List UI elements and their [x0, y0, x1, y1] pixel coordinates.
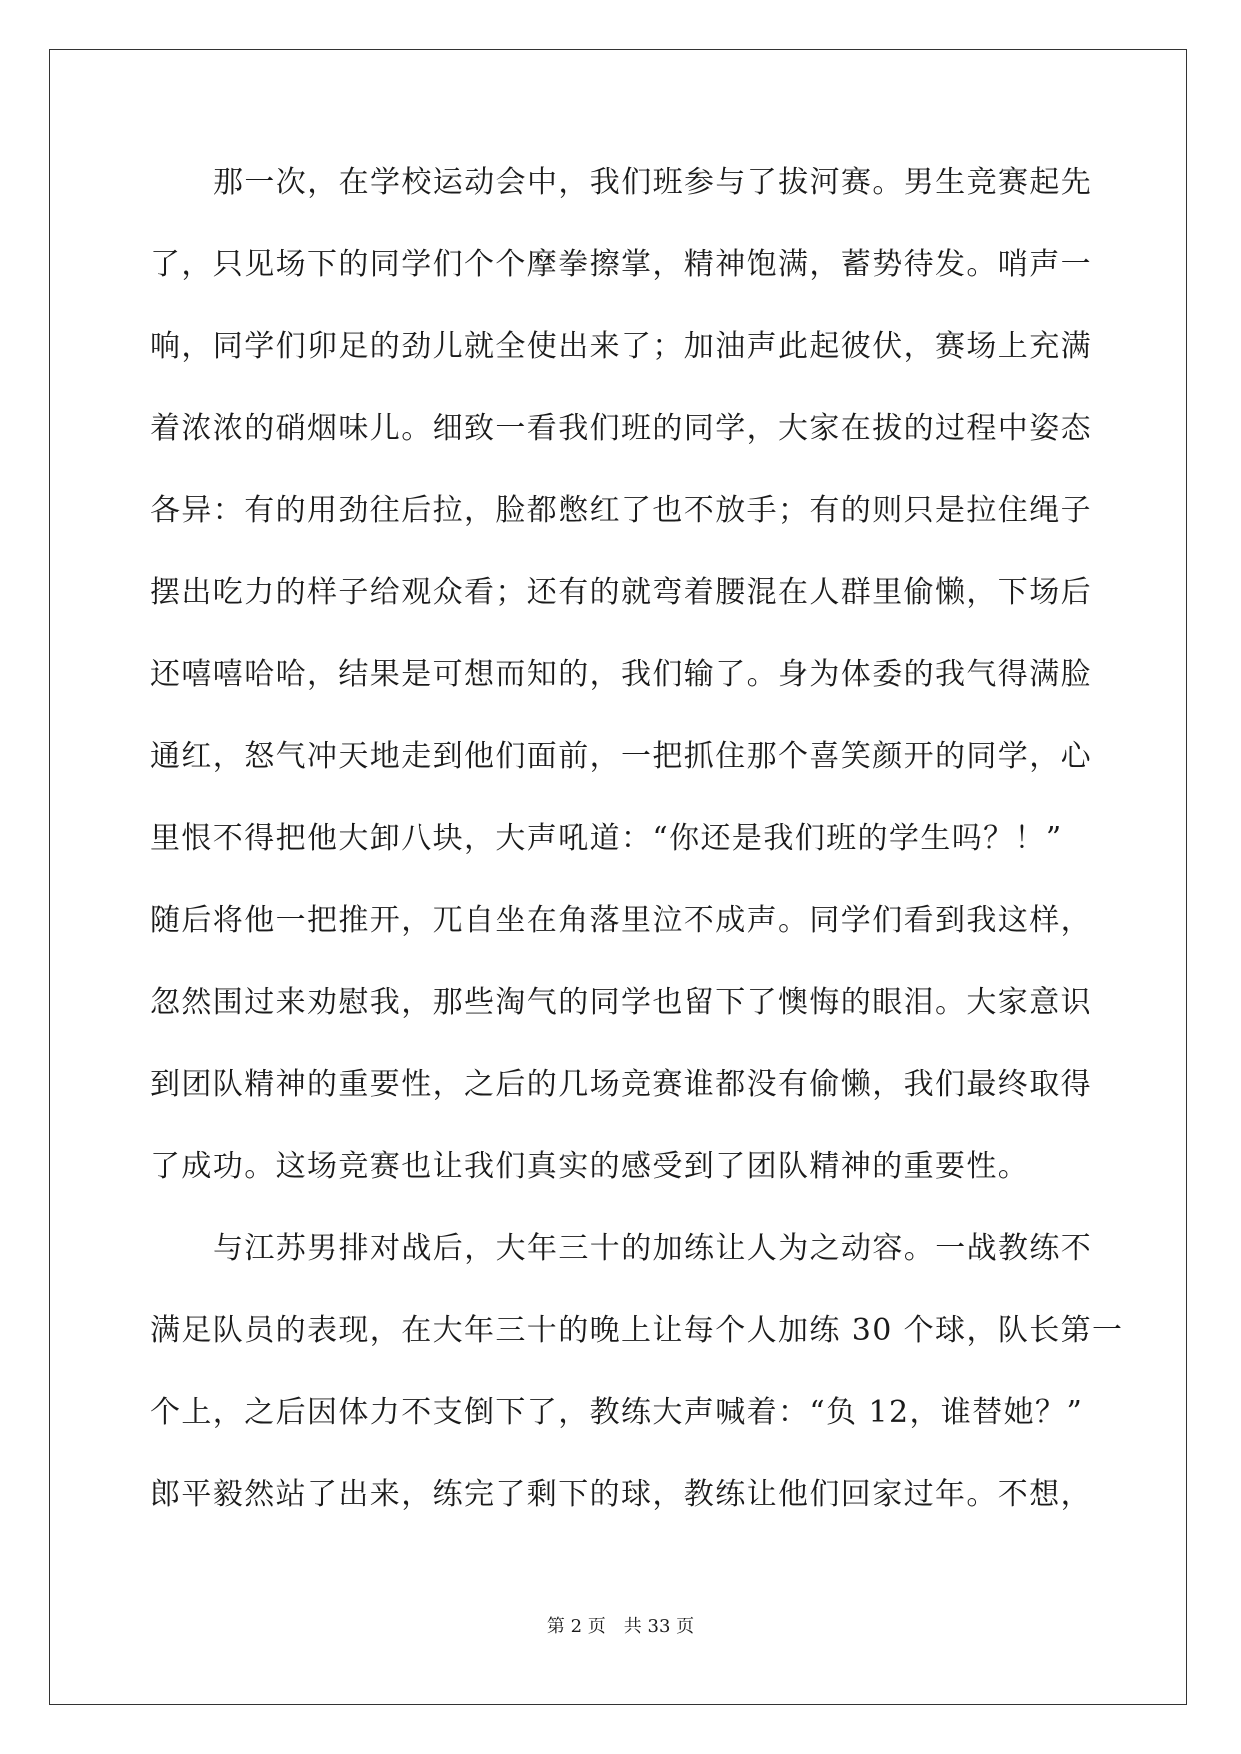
- paragraph-2-line: 与江苏男排对战后，大年三十的加练让人为之动容。一战教练不: [213, 1231, 1093, 1266]
- paragraph-1-line: 了成功。这场竞赛也让我们真实的感受到了团队精神的重要性。: [150, 1149, 1030, 1184]
- paragraph-2-line: 满足队员的表现，在大年三十的晚上让每个人加练 30 个球，队长第一: [150, 1313, 1124, 1348]
- paragraph-1-line: 摆出吃力的样子给观众看；还有的就弯着腰混在人群里偷懒，下场后: [150, 575, 1092, 610]
- paragraph-1-line: 里恨不得把他大卸八块，大声吼道：“你还是我们班的学生吗？！”: [150, 821, 1063, 856]
- paragraph-1-line: 忽然围过来劝慰我，那些淘气的同学也留下了懊悔的眼泪。大家意识: [150, 985, 1092, 1020]
- paragraph-1-line: 还嘻嘻哈哈，结果是可想而知的，我们输了。身为体委的我气得满脸: [150, 657, 1092, 692]
- paragraph-1-line: 响，同学们卯足的劲儿就全使出来了；加油声此起彼伏，赛场上充满: [150, 329, 1092, 364]
- page-number: 第 2 页: [546, 1616, 606, 1637]
- page-total: 共 33 页: [623, 1616, 695, 1637]
- paragraph-2-line: 郎平毅然站了出来，练完了剩下的球，教练让他们回家过年。不想，: [150, 1477, 1092, 1512]
- paragraph-2-line: 个上，之后因体力不支倒下了，教练大声喊着：“负 12，谁替她？”: [150, 1395, 1084, 1430]
- page-footer: [0, 1612, 1241, 1638]
- document-body: [150, 160, 1124, 1554]
- paragraph-1-line: 到团队精神的重要性，之后的几场竞赛谁都没有偷懒，我们最终取得: [150, 1067, 1092, 1102]
- paragraph-1-line: 那一次，在学校运动会中，我们班参与了拔河赛。男生竞赛起先: [213, 165, 1093, 200]
- paragraph-1-line: 着浓浓的硝烟味儿。细致一看我们班的同学，大家在拔的过程中姿态: [150, 411, 1092, 446]
- paragraph-1-line: 各异：有的用劲往后拉，脸都憋红了也不放手；有的则只是拉住绳子: [150, 493, 1092, 528]
- paragraph-1-line: 随后将他一把推开，兀自坐在角落里泣不成声。同学们看到我这样，: [150, 903, 1092, 938]
- paragraph-1-line: 了，只见场下的同学们个个摩拳擦掌，精神饱满，蓄势待发。哨声一: [150, 247, 1092, 282]
- paragraph-1-line: 通红，怒气冲天地走到他们面前，一把抓住那个喜笑颜开的同学，心: [150, 739, 1092, 774]
